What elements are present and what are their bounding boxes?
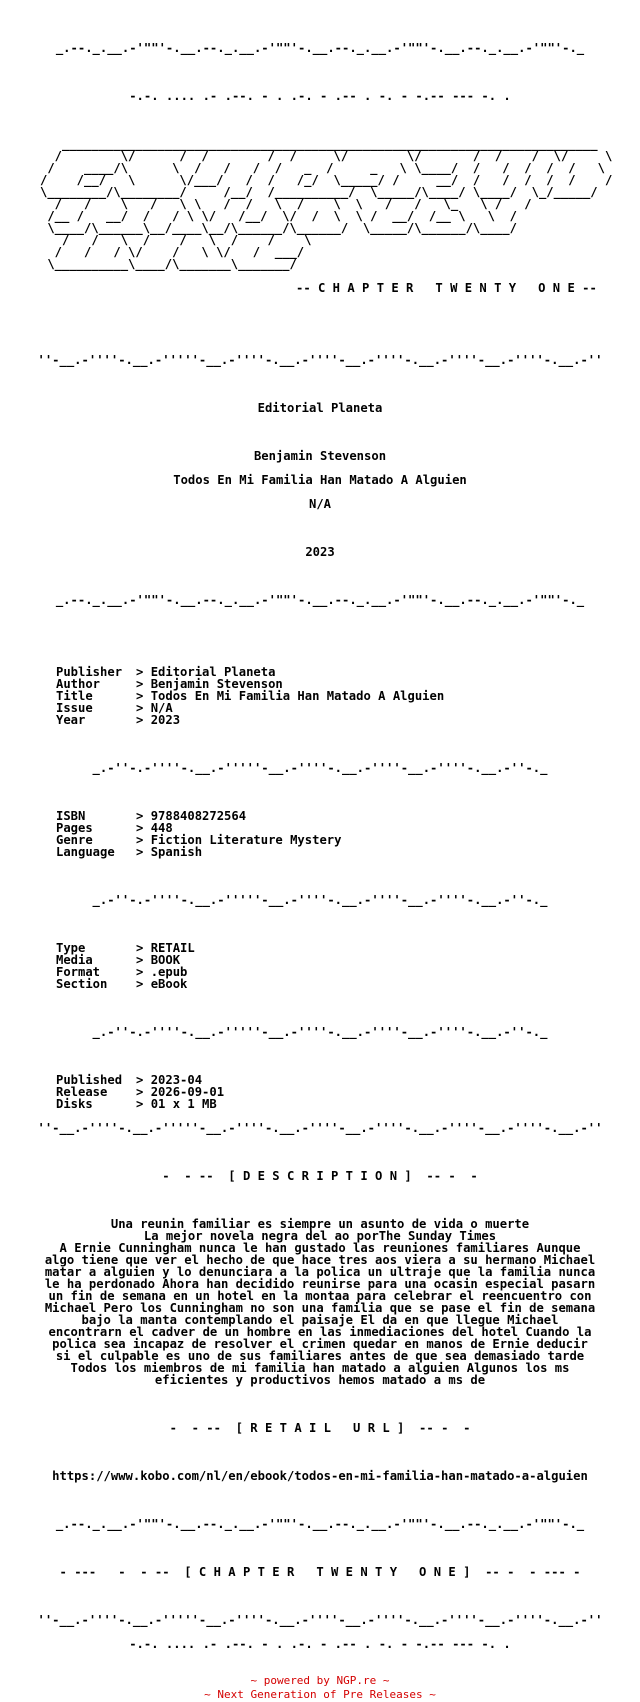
section-separator-3: _.-''-.-''''-.__.-'''''-__.-''''-.__.-''''-__.-''''-.__.-''-._ (92, 1025, 548, 1039)
description-line: si el culpable es uno de sus familiares antes de que sea demasiado tarde (55, 1349, 585, 1363)
description-line: un fin de semana en un hotel en la montaa para celebrar el reencuentro con (48, 1289, 592, 1303)
info-row-section (0, 978, 640, 990)
ascii-border-top-3: _.--._.__.-'""'-.__.--._.__.-'""'-.__.--._.__.-'""'-.__.--._.__.-'""'-._ (55, 1517, 585, 1531)
chevron-separator-icon: > (136, 845, 151, 859)
description-line: polica sea incapaz de resolver el crimen quedar en manos de Ernie deducir (52, 1337, 588, 1351)
info-value: 448 (150, 821, 173, 835)
info-value: 01 x 1 MB (150, 1097, 217, 1111)
header-title: Todos En Mi Familia Han Matado A Alguien (173, 473, 467, 487)
chevron-separator-icon: > (136, 833, 151, 847)
ascii-border-mid-2: ''-__.-''''-.__.-'''''-__.-''''-.__.-''''-__.-''''-.__.-''''-__.-''''-.__.-'' (37, 1121, 603, 1135)
description-line: bajo la manta contemplando el paisaje El da en que llegue Michael (81, 1313, 559, 1327)
description-line: le ha perdonado Ahora han decidido reunirse para una ocasin especial pasarn (44, 1277, 596, 1291)
info-label: Year (56, 713, 86, 727)
info-label: Language (56, 845, 115, 859)
info-value: Editorial Planeta (150, 665, 276, 679)
chevron-separator-icon: > (136, 965, 151, 979)
ascii-logo (0, 138, 640, 270)
ascii-logo-line: _________________________________________________________________________ (40, 137, 598, 151)
chevron-separator-icon: > (136, 665, 151, 679)
header-author: Benjamin Stevenson (253, 449, 387, 463)
info-label: Author (56, 677, 101, 691)
section-separator-1: _.-''-.-''''-.__.-'''''-__.-''''-.__.-''''-__.-''''-.__.-''-._ (92, 761, 548, 775)
description-line: encontrarn el cadver de un hombre en las inmediaciones del hotel Cuando la (48, 1325, 592, 1339)
info-row-type (0, 942, 640, 954)
tagline-text: ~ Next Generation of Pre Releases ~ (204, 1688, 436, 1701)
chevron-separator-icon: > (136, 701, 151, 715)
ascii-logo-line: / / \ / / \ / / \ (40, 233, 312, 247)
info-value: 2026-09-01 (150, 1085, 225, 1099)
info-value: Fiction Literature Mystery (150, 833, 342, 847)
description-text (0, 1218, 640, 1386)
info-value: BOOK (150, 953, 181, 967)
header-publisher: Editorial Planeta (257, 401, 383, 415)
ascii-logo-line: / / / \/ / \ \/ / ___/ (40, 245, 305, 259)
powered-by-text[interactable]: ~ powered by NGP.re ~ (250, 1674, 390, 1687)
chevron-separator-icon: > (136, 713, 151, 727)
description-line: eficientes y productivos hemos matado a ms de (154, 1373, 486, 1387)
chevron-separator-icon: > (136, 953, 151, 967)
info-value: Benjamin Stevenson (150, 677, 283, 691)
description-line: matar a alguien y lo denunciara a la polica un ultraje que la familia nunca (44, 1265, 596, 1279)
footer (0, 1674, 640, 1702)
chevron-separator-icon: > (136, 1097, 151, 1111)
ascii-dots-line-2: -.-. .... .- .--. - . .-. - .-- . -. - -.-- --- -. . (129, 1637, 511, 1651)
description-line: Una reunin familiar es siempre un asunto de vida o muerte (110, 1217, 530, 1231)
info-row-language (0, 846, 640, 858)
info-group-dates (0, 1074, 640, 1110)
info-label: Section (56, 977, 108, 991)
info-row-disks (0, 1098, 640, 1110)
info-value: Spanish (150, 845, 203, 859)
info-row-isbn (0, 810, 640, 822)
ascii-border-top: _.--._.__.-'""'-.__.--._.__.-'""'-.__.--._.__.-'""'-.__.--._.__.-'""'-._ (55, 41, 585, 55)
info-label: ISBN (56, 809, 86, 823)
header-issue: N/A (308, 497, 331, 511)
ascii-logo-line: \____/\______\__/____\__/\______/\______/ \_____/\______/\____/ (40, 221, 517, 235)
info-group-book (0, 810, 640, 858)
info-label: Published (56, 1073, 123, 1087)
info-value: 2023 (150, 713, 181, 727)
chapter-banner: -- C H A P T E R T W E N T Y O N E -- (296, 281, 597, 295)
chevron-separator-icon: > (136, 977, 151, 991)
info-group-publication (0, 666, 640, 726)
ascii-border-mid-1: ''-__.-''''-.__.-'''''-__.-''''-.__.-''''-__.-''''-.__.-''''-__.-''''-.__.-'' (37, 353, 603, 367)
info-value: eBook (150, 977, 188, 991)
info-label: Release (56, 1085, 108, 1099)
info-row-year (0, 714, 640, 726)
info-label: Title (56, 689, 93, 703)
info-label: Publisher (56, 665, 123, 679)
info-label: Type (56, 941, 86, 955)
info-row-title (0, 690, 640, 702)
ascii-logo-line: \________/\________/ /__/ /__________/ \_____/\____/ \____/ \_/_____/ (40, 185, 598, 199)
chevron-separator-icon: > (136, 677, 151, 691)
info-group-release-type (0, 942, 640, 990)
description-line: La mejor novela negra del ao porThe Sunday Times (143, 1229, 497, 1243)
chevron-separator-icon: > (136, 689, 151, 703)
description-line: Michael Pero los Cunningham no son una familia que se pase el fin de semana (44, 1301, 596, 1315)
section-separator-2: _.-''-.-''''-.__.-'''''-__.-''''-.__.-''''-__.-''''-.__.-''-._ (92, 893, 548, 907)
chapter-footer-banner: - --- - - -- [ C H A P T E R T W E N T Y O N E ] -- - - --- - (59, 1565, 581, 1579)
ascii-dots-line: -.-. .... .- .--. - . .-. - .-- . -. - -.-- --- -. . (129, 89, 511, 103)
retail-url-link[interactable]: https://www.kobo.com/nl/en/ebook/todos-en-mi-familia-han-matado-a-alguien (52, 1469, 588, 1483)
description-header: - - -- [ D E S C R I P T I O N ] -- - - (162, 1169, 478, 1183)
ascii-logo-line: \__________\____/\_______\_______/ (40, 257, 297, 271)
info-value: Todos En Mi Familia Han Matado A Alguien (150, 689, 445, 703)
ascii-logo-line: / ____/\ \ / / / / _ / _ \ \____/ / / / / / \ (40, 161, 605, 175)
retail-url-header: - - -- [ R E T A I L U R L ] -- - - (169, 1421, 471, 1435)
info-label: Genre (56, 833, 93, 847)
info-label: Format (56, 965, 101, 979)
info-label: Disks (56, 1097, 93, 1111)
info-value: 9788408272564 (150, 809, 247, 823)
description-line: algo tiene que ver el hecho de que hace tres aos viera a su hermano Michael (44, 1253, 596, 1267)
chevron-separator-icon: > (136, 1073, 151, 1087)
info-value: 2023-04 (150, 1073, 203, 1087)
ascii-logo-line: /__ / __/ / / \ \/ /__/ \/ / \ \ / __/ /__ \ \ / (40, 209, 517, 223)
chevron-separator-icon: > (136, 821, 151, 835)
info-label: Media (56, 953, 93, 967)
info-label: Issue (56, 701, 93, 715)
info-value: N/A (150, 701, 173, 715)
info-row-issue (0, 702, 640, 714)
info-row-release (0, 1086, 640, 1098)
ascii-logo-line: / /__/ \ \/___/ / / /_/ \_____/ / __/ / / / / / / (40, 173, 613, 187)
chevron-separator-icon: > (136, 941, 151, 955)
description-line: A Ernie Cunningham nunca le han gustado las reuniones familiares Aunque (59, 1241, 581, 1255)
info-label: Pages (56, 821, 93, 835)
chevron-separator-icon: > (136, 809, 151, 823)
info-value: RETAIL (150, 941, 195, 955)
ascii-logo-line: / / \ / \ \ / / \ / \ \ / / \_ \ / / (40, 197, 532, 211)
ascii-border-mid-3: ''-__.-''''-.__.-'''''-__.-''''-.__.-''''-__.-''''-.__.-''''-__.-''''-.__.-'' (37, 1613, 603, 1627)
description-line: Todos los miembros de mi familia han matado a alguien Algunos los ms (70, 1361, 570, 1375)
info-value: .epub (150, 965, 188, 979)
ascii-border-top-2: _.--._.__.-'""'-.__.--._.__.-'""'-.__.--._.__.-'""'-.__.--._.__.-'""'-._ (55, 593, 585, 607)
ascii-logo-line: / \/ / / / / \/ \/ / / / \/ \ (40, 149, 613, 163)
chevron-separator-icon: > (136, 1085, 151, 1099)
header-year: 2023 (305, 545, 335, 559)
